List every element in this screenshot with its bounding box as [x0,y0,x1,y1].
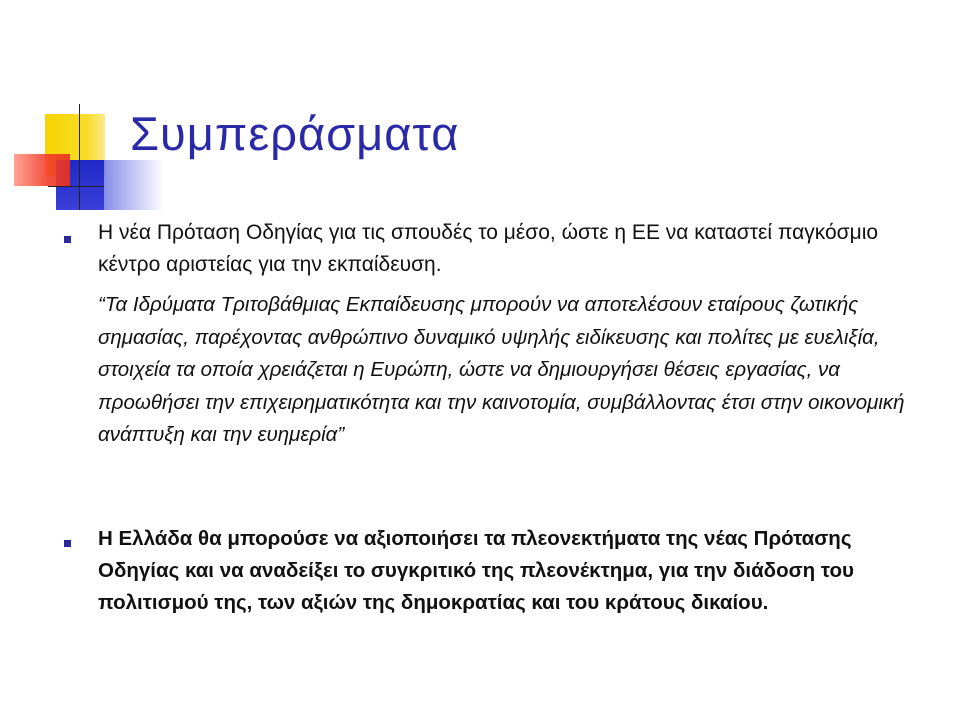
bullet-text-1: Η νέα Πρόταση Οδηγίας για τις σπουδές το μέσο, ώστε η ΕΕ να καταστεί παγκόσμιο κέντρο αριστείας για την εκπαίδευση. [98,221,879,276]
square-bullet-icon [64,540,71,547]
red-square-decoration [14,154,70,186]
quote-text: “Τα Ιδρύματα Τριτοβάθμιας Εκπαίδευσης μπορούν να αποτελέσουν εταίρους ζωτικής σημασίας, παρέχοντας ανθρώπινο δυναμικό υψηλής ειδίκευσης και πολίτες με ευελιξία, στοιχεία τα οποία χρειάζεται η Ευρώπη, ώστε να δημιουργήσει θέσεις εργασίας, να προωθήσει την επιχειρηματικότητα και την καινοτομία, συμβάλλοντας έτσι στην οικονομική ανάπτυξη και την ευημερία” [98,293,905,446]
horizontal-line-decoration [48,186,104,187]
slide-title: Συμπεράσματα [130,107,460,160]
square-bullet-icon [64,236,71,243]
bullet-text-2: Η Ελλάδα θα μπορούσε να αξιοποιήσει τα πλεονεκτήματα της νέας Πρότασης Οδηγίας και να αναδείξει το συγκριτικό της πλεονέκτημα, για την διάδοση του πολιτισμού της, των αξιών της δημοκρατίας και του κράτους δικαίου. [98,527,854,614]
blue-fade-decoration [104,160,164,210]
vertical-line-decoration [79,104,80,210]
